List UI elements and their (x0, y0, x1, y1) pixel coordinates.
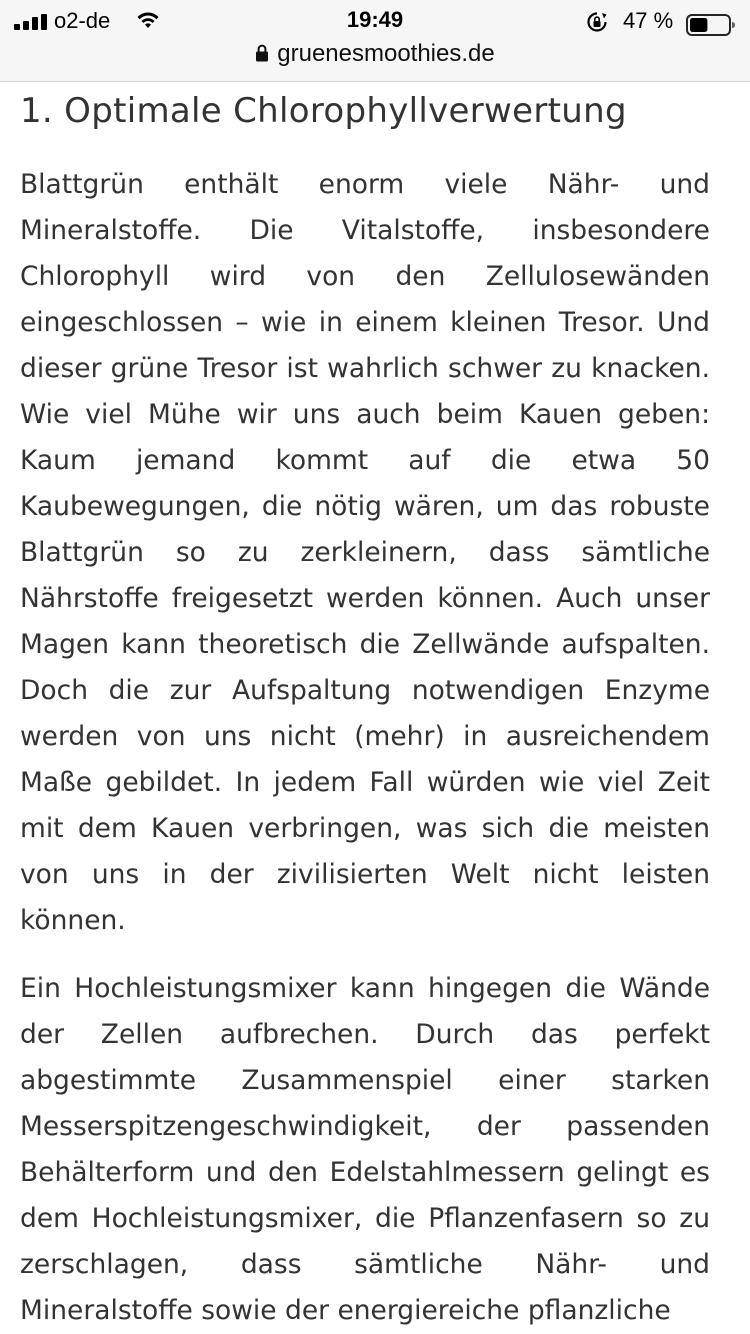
battery-icon (686, 14, 736, 36)
rotation-lock-icon (586, 11, 608, 33)
clock-time: 19:49 (346, 7, 404, 32)
address-bar[interactable] (0, 40, 750, 72)
article-content (20, 82, 710, 1334)
article-paragraph-2: Ein Hochleistungsmixer kann hingegen die Wände der Zellen aufbrechen. Durch das perfekt abgestimmte Zusammenspiel einer starken Messerspitzengeschwindigkeit, der passenden Behälterform und den Edelstahlmessern gelingt es dem Hochleistungsmixer, die Pflanzenfasern so zu zerschlagen, dass sämtliche Nähr- und Mineralstoffe sowie der energiereiche pflanzliche (20, 973, 710, 1326)
lock-icon (255, 44, 269, 62)
carrier-name: o2-de (54, 8, 111, 33)
section-heading: 1. Optimale Chlorophyllverwertung (20, 91, 627, 131)
battery-percentage: 47 % (623, 8, 674, 33)
article-paragraph-1: Blattgrün enthält enorm viele Nähr- und Mineralstoffe. Die Vitalstoffe, insbesondere Chlorophyll wird von den Zellulosewänden eingeschlossen – wie in einem kleinen Tresor. Und dieser grüne Tresor ist wahrlich schwer zu knacken. Wie viel Mühe wir uns auch beim Kauen geben: Kaum jemand kommt auf die etwa 50 Kaubewegungen, die nötig wären, um das robuste Blattgrün so zu zerkleinern, dass sämtliche Nährstoffe freigesetzt werden können. Auch unser Magen kann theoretisch die Zellwände aufspalten. Doch die zur Aufspaltung notwendigen Enzyme werden von uns nicht (mehr) in ausreichendem Maße gebildet. In jedem Fall würden wie viel Zeit mit dem Kauen verbringen, was sich die meisten von uns in der zivilisierten Welt nicht leisten können. (20, 169, 710, 936)
battery-level-fill (690, 18, 707, 32)
status-bar (0, 6, 750, 36)
url-text: gruenesmoothies.de (277, 40, 495, 67)
browser-header (0, 0, 750, 82)
